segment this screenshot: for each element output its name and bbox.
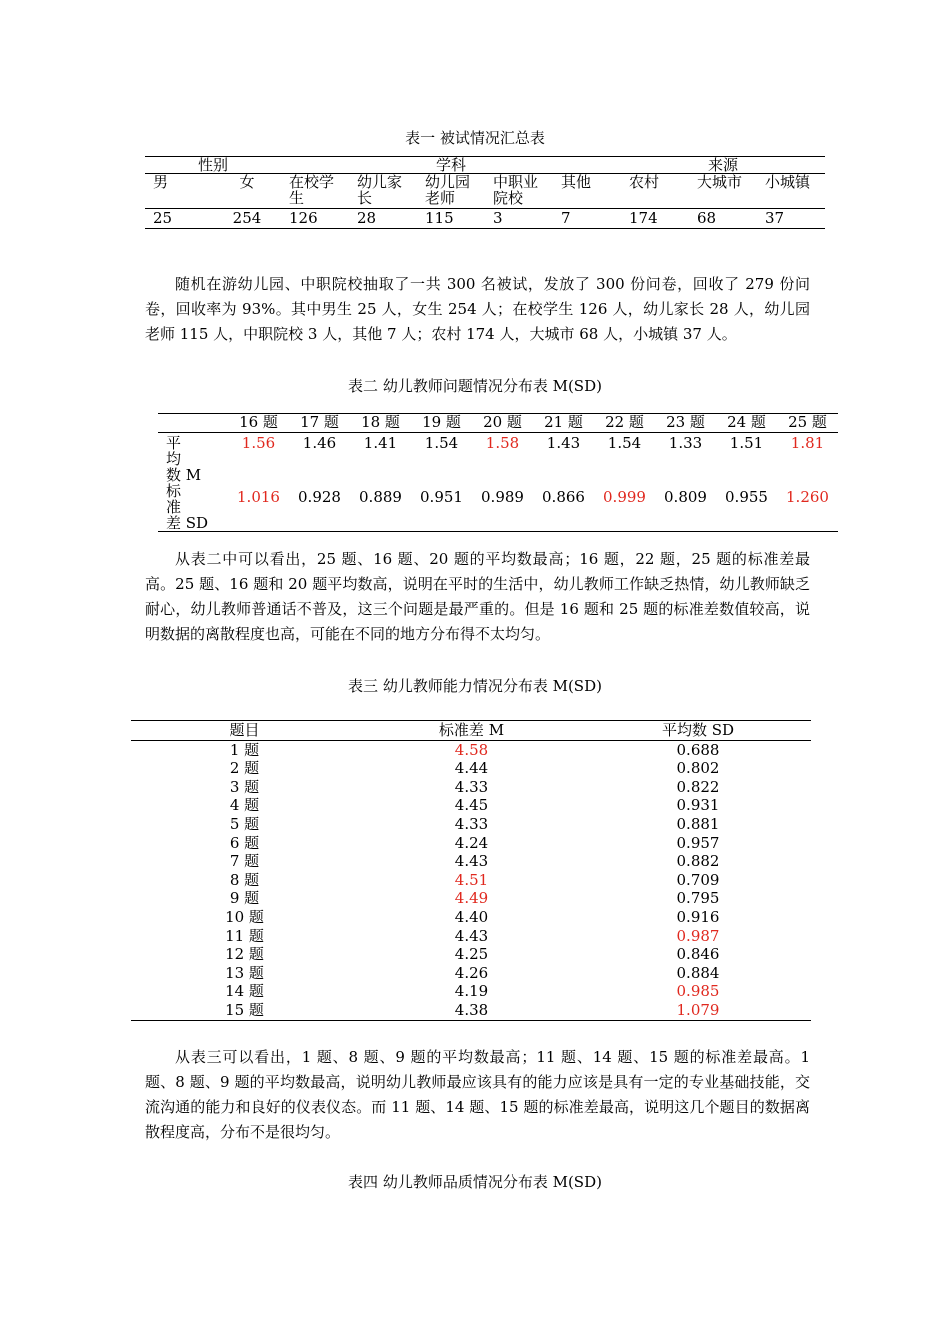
table3-row [131,834,811,853]
table2-column-header: 23 题 [655,414,716,433]
table2-column-header: 21 题 [533,414,594,433]
table2-mean-cell: 1.81 [790,434,825,452]
table2-column-header: 17 题 [289,414,350,433]
table1-group-gender: 性别 [145,157,281,174]
table1 [145,156,825,229]
table2-mean-cell: 1.56 [241,434,276,452]
table3-row [131,908,811,927]
table1-value: 25 [145,209,213,229]
table1-subheader: 大城市 [697,173,743,191]
table3-m-cell: 4.24 [454,833,489,852]
table3-row [131,759,811,778]
table1-value: 174 [621,209,689,229]
table3-caption: 表三 幼儿教师能力情况分布表 M(SD) [348,677,602,695]
table2-sd-cell: 0.928 [289,483,350,532]
table3-sd-cell: 0.846 [676,945,720,964]
table1-caption: 表一 被试情况汇总表 [405,129,545,147]
table2-sd-cell: 0.989 [472,483,533,532]
table1-value: 254 [213,209,281,229]
table3-m-cell: 4.43 [454,852,489,871]
table1-value: 115 [417,209,485,229]
table3-item-cell: 2 题 [229,759,260,778]
table3-item-cell: 4 题 [229,796,260,815]
table1-subheader: 女 [239,173,255,191]
table3-item-cell: 8 题 [229,870,260,889]
table3-sd-cell: 0.931 [676,796,720,815]
table1-subheader: 中职业 院校 [493,173,539,207]
table3-item-cell: 11 题 [225,926,264,945]
table3-row [131,796,811,815]
table3-item-cell: 9 题 [229,889,260,908]
table2-sd-cell: 0.999 [594,483,655,532]
table2-mean-cell: 1.54 [424,434,459,452]
table2-column-header: 20 题 [472,414,533,433]
table3-item-cell: 10 题 [225,907,264,926]
table3-item-cell: 5 题 [229,814,260,833]
table3-header-item: 题目 [131,721,358,741]
paragraph-1: 随机在游幼儿园、中职院校抽取了一共 300 名被试，发放了 300 份问卷，回收了 279 份问卷，回收率为 93%。其中男生 25 人，女生 254 人；在校学生 126 人，幼儿家长 28 人，幼儿园老师 115 人，中职院校 3 人，其他 7 人；农村 174 人，大城市 68 人，小城镇 37 人。 [145,275,810,343]
table1-value: 7 [553,209,621,229]
table3-m-cell: 4.40 [454,907,489,926]
table3 [131,720,811,1021]
table1-subheader: 其他 [561,173,592,191]
paragraph-3: 从表三可以看出，1 题、8 题、9 题的平均数最高；11 题、14 题、15 题的标准差最高。1 题、8 题、9 题的平均数最高，说明幼儿教师最应该具有的能力应该是具有一定的专业基础技能，交流沟通的能力和良好的仪表仪态。而 11 题、14 题、15 题的标准差最高，说明这几个题目的数据离散程度高，分布不是很均匀。 [145,1048,810,1141]
table3-sd-cell: 0.802 [676,759,720,778]
table3-m-cell: 4.51 [454,870,489,889]
table3-row [131,815,811,834]
table3-sd-cell: 0.688 [676,740,720,759]
table3-m-cell: 4.49 [454,889,489,908]
table3-row [131,1001,811,1020]
table3-m-cell: 4.45 [454,796,489,815]
table1-subheader: 小城镇 [765,173,811,191]
table2-mean-cell: 1.51 [729,434,764,452]
table3-sd-cell: 0.822 [676,777,720,796]
table2-sd-cell: 0.889 [350,483,411,532]
table1-value: 28 [349,209,417,229]
table3-sd-cell: 0.709 [676,870,720,889]
table2-column-header: 16 题 [228,414,289,433]
table2-sd-label: 标 准 差 SD [158,483,228,532]
table3-m-cell: 4.43 [454,926,489,945]
table3-m-cell: 4.58 [454,740,489,759]
table3-sd-cell: 0.884 [676,963,720,982]
table3-sd-cell: 1.079 [585,1001,811,1020]
table2-column-header: 19 题 [411,414,472,433]
table3-row [131,852,811,871]
table2-mean-cell: 1.46 [302,434,337,452]
table1-value: 68 [689,209,757,229]
table2-mean-label: 平 均 数 M [166,434,202,484]
table3-row [131,889,811,908]
table3-m-cell: 4.33 [454,814,489,833]
table3-item-cell: 1 题 [229,740,260,759]
table2-corner [158,414,228,433]
table1-value: 3 [485,209,553,229]
table1-group-subject: 学科 [281,157,621,174]
table3-m-cell: 4.38 [358,1001,585,1020]
table3-sd-cell: 0.987 [676,926,720,945]
table1-subheader: 在校学 生 [289,173,335,207]
table3-row [131,778,811,797]
table3-item-cell: 12 题 [225,945,264,964]
table3-item-cell: 14 题 [225,982,264,1001]
table1-value: 37 [757,209,825,229]
table4-caption: 表四 幼儿教师品质情况分布表 M(SD) [348,1173,602,1191]
table1-subheader: 男 [153,173,169,191]
table1-value: 126 [281,209,349,229]
table3-item-cell: 7 题 [229,852,260,871]
table3-m-cell: 4.33 [454,777,489,796]
table2 [158,413,838,532]
table2-caption: 表二 幼儿教师问题情况分布表 M(SD) [348,377,602,395]
table3-item-cell: 6 题 [229,833,260,852]
table2-sd-cell: 0.951 [411,483,472,532]
table3-row [131,871,811,890]
table1-subheader: 幼儿园 老师 [425,173,471,207]
table3-sd-cell: 0.985 [676,982,720,1001]
table3-row [131,964,811,983]
table3-m-cell: 4.44 [454,759,489,778]
table3-item-cell: 15 题 [131,1001,358,1020]
table3-m-cell: 4.25 [454,945,489,964]
paragraph-2: 从表二中可以看出，25 题、16 题、20 题的平均数最高；16 题，22 题，25 题的标准差最高。25 题、16 题和 20 题平均数高，说明在平时的生活中，幼儿教师工作缺乏热情，幼儿教师缺乏耐心，幼儿教师普通话不普及，这三个问题是最严重的。但是 16 题和 25 题的标准差数值较高，说明数据的离散程度也高，可能在不同的地方分布得不太均匀。 [145,550,810,643]
table2-column-header: 25 题 [777,414,838,433]
table2-mean-cell: 1.33 [668,434,703,452]
table3-header-sd: 平均数 SD [585,721,811,741]
table3-row [131,982,811,1001]
table3-row [131,927,811,946]
table3-item-cell: 13 题 [225,963,264,982]
table3-sd-cell: 0.882 [676,852,720,871]
table2-sd-cell: 0.955 [716,483,777,532]
table2-column-header: 18 题 [350,414,411,433]
table2-sd-cell: 1.016 [228,483,289,532]
table3-row [131,740,811,759]
table3-m-cell: 4.19 [454,982,489,1001]
table3-header-m: 标准差 M [358,721,585,741]
table2-column-header: 22 题 [594,414,655,433]
table1-subheader: 幼儿家 长 [357,173,403,207]
table3-sd-cell: 0.795 [676,889,720,908]
table2-mean-cell: 1.41 [363,434,398,452]
table3-sd-cell: 0.881 [676,814,720,833]
table2-sd-cell: 1.260 [777,483,838,532]
table2-mean-cell: 1.54 [607,434,642,452]
table3-m-cell: 4.26 [454,963,489,982]
table3-sd-cell: 0.916 [676,907,720,926]
table2-sd-cell: 0.809 [655,483,716,532]
table3-sd-cell: 0.957 [676,833,720,852]
table2-sd-cell: 0.866 [533,483,594,532]
table2-mean-cell: 1.43 [546,434,581,452]
table1-group-source: 来源 [621,157,825,174]
table3-item-cell: 3 题 [229,777,260,796]
table3-row [131,945,811,964]
table2-column-header: 24 题 [716,414,777,433]
table1-subheader: 农村 [629,173,660,191]
table2-mean-cell: 1.58 [485,434,520,452]
